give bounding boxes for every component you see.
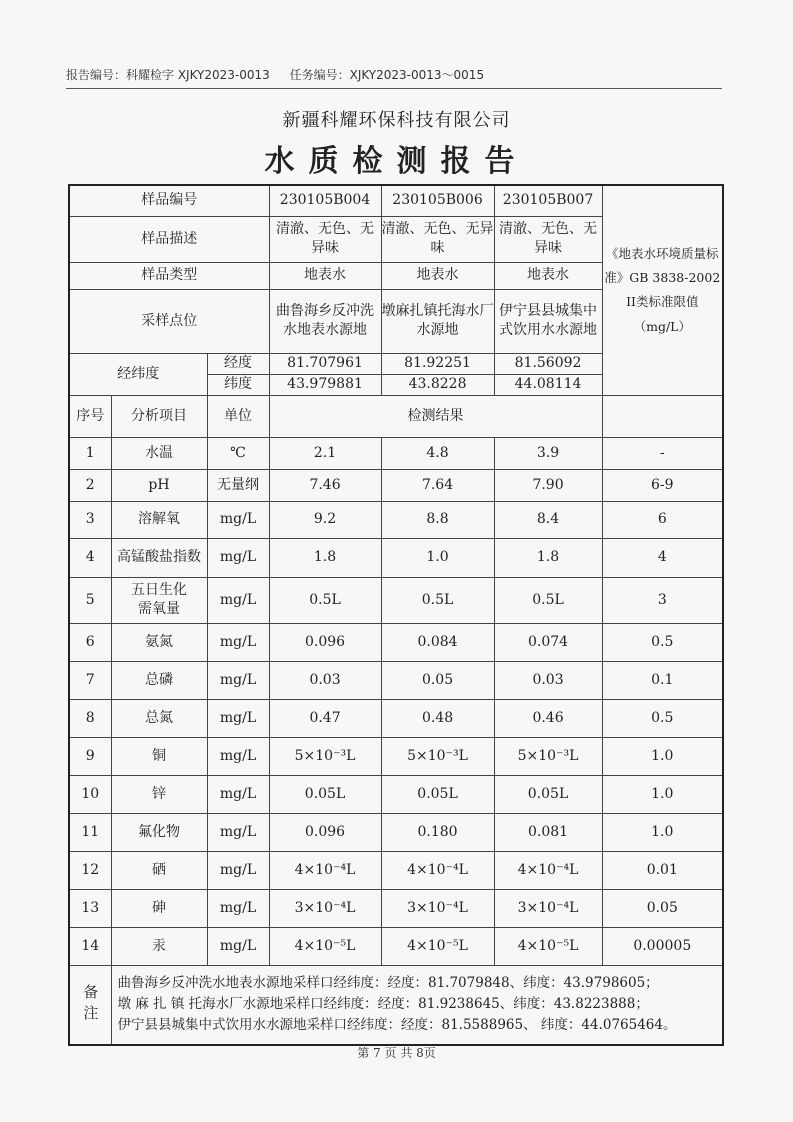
row-limit: 0.01 (602, 851, 723, 889)
row-value: 4×10⁻⁴L (381, 851, 494, 889)
remark-line: 墩 麻 扎 镇 托海水厂水源地采样口经纬度：经度：81.9238645、纬度：43.8223888； (117, 996, 649, 1013)
row-value: 5×10⁻³L (269, 737, 381, 775)
row-unit: mg/L (207, 737, 269, 775)
row-limit: 0.00005 (602, 927, 723, 965)
latitude-label: 纬度 (207, 374, 269, 395)
row-seq: 14 (69, 927, 111, 965)
table-row (69, 661, 723, 699)
remark-line: 曲鲁海乡反冲洗水地表水源地采样口经纬度：经度：81.7079848、纬度：43.9798605； (117, 975, 659, 992)
row-item: 砷 (111, 889, 207, 927)
page-number: 第 7 页 共 8页 (357, 1046, 436, 1060)
row-value: 5×10⁻³L (494, 737, 602, 775)
row-item: 氨氮 (111, 623, 207, 661)
row-value: 4×10⁻⁵L (494, 927, 602, 965)
row-seq: 10 (69, 775, 111, 813)
row-seq: 4 (69, 538, 111, 577)
row-seq: 12 (69, 851, 111, 889)
water-quality-table (68, 184, 724, 1046)
row-unit: mg/L (207, 661, 269, 699)
row-limit: 0.5 (602, 623, 723, 661)
row-limit: 6 (602, 501, 723, 538)
unit-header: 单位 (207, 395, 269, 437)
result-header: 检测结果 (269, 395, 602, 437)
task-number: 任务编号：XJKY2023-0013～0015 (289, 68, 485, 82)
page-title: 水质检测报告 (264, 144, 529, 179)
report-number: 报告编号：科耀检字 XJKY2023-0013 (66, 68, 270, 82)
row-item: 高锰酸盐指数 (111, 538, 207, 577)
sample-description: 清澈、无色、无异味 (494, 216, 602, 262)
row-seq: 13 (69, 889, 111, 927)
table-row (69, 538, 723, 577)
sample-type: 地表水 (494, 262, 602, 289)
row-unit: mg/L (207, 775, 269, 813)
row-seq: 8 (69, 699, 111, 737)
row-unit: mg/L (207, 577, 269, 623)
row-value: 0.5L (381, 577, 494, 623)
row-value: 1.0 (381, 538, 494, 577)
longitude-value: 81.707961 (269, 353, 381, 374)
latitude-value: 43.8228 (381, 374, 494, 395)
row-value: 0.5L (494, 577, 602, 623)
row-seq: 7 (69, 661, 111, 699)
row-limit: 1.0 (602, 775, 723, 813)
lat-lon-label: 经纬度 (69, 353, 207, 395)
row-limit: 0.05 (602, 889, 723, 927)
table-row (69, 699, 723, 737)
row-seq: 9 (69, 737, 111, 775)
report-header (66, 66, 500, 83)
row-value: 8.4 (494, 501, 602, 538)
row-value: 0.03 (269, 661, 381, 699)
row-value: 3×10⁻⁴L (381, 889, 494, 927)
row-value: 2.1 (269, 437, 381, 469)
longitude-value: 81.56092 (494, 353, 602, 374)
item-header: 分析项目 (111, 395, 207, 437)
header-divider (66, 88, 722, 89)
sampling-site: 伊宁县县城集中式饮用水水源地 (494, 289, 602, 353)
row-seq: 11 (69, 813, 111, 851)
row-value: 7.46 (269, 469, 381, 501)
sample-number: 230105B007 (494, 185, 602, 216)
row-value: 1.8 (269, 538, 381, 577)
row-limit: 1.0 (602, 737, 723, 775)
row-unit: mg/L (207, 501, 269, 538)
row-item: 硒 (111, 851, 207, 889)
row-unit: mg/L (207, 699, 269, 737)
row-value: 5×10⁻³L (381, 737, 494, 775)
row-item: 铜 (111, 737, 207, 775)
row-item: 锌 (111, 775, 207, 813)
row-value: 0.47 (269, 699, 381, 737)
row-limit: 6-9 (602, 469, 723, 501)
row-seq: 1 (69, 437, 111, 469)
row-value: 0.084 (381, 623, 494, 661)
table-row (69, 437, 723, 469)
table-row (69, 623, 723, 661)
row-value: 0.074 (494, 623, 602, 661)
table-row (69, 927, 723, 965)
row-value: 0.03 (494, 661, 602, 699)
table-row (69, 469, 723, 501)
row-value: 4×10⁻⁵L (381, 927, 494, 965)
limit-header-cell (602, 395, 723, 437)
row-limit: 1.0 (602, 813, 723, 851)
row-item: 氟化物 (111, 813, 207, 851)
longitude-label: 经度 (207, 353, 269, 374)
standard-limit-header: 《地表水环境质量标准》GB 3838-2002 II类标准限值（mg/L） (602, 185, 723, 395)
row-unit: mg/L (207, 889, 269, 927)
row-value: 4.8 (381, 437, 494, 469)
row-seq: 5 (69, 577, 111, 623)
row-value: 0.081 (494, 813, 602, 851)
sample-description-label: 样品描述 (69, 216, 269, 262)
row-value: 4×10⁻⁵L (269, 927, 381, 965)
longitude-value: 81.92251 (381, 353, 494, 374)
row-value: 4×10⁻⁴L (269, 851, 381, 889)
table-row (69, 577, 723, 623)
row-value: 4×10⁻⁴L (494, 851, 602, 889)
sample-type: 地表水 (381, 262, 494, 289)
sample-description: 清澈、无色、无异味 (269, 216, 381, 262)
row-seq: 3 (69, 501, 111, 538)
row-value: 0.05L (381, 775, 494, 813)
row-unit: mg/L (207, 813, 269, 851)
row-limit: 0.5 (602, 699, 723, 737)
row-value: 0.096 (269, 623, 381, 661)
row-value: 7.90 (494, 469, 602, 501)
row-value: 1.8 (494, 538, 602, 577)
sampling-site-label: 采样点位 (69, 289, 269, 353)
sample-type-label: 样品类型 (69, 262, 269, 289)
row-unit: ℃ (207, 437, 269, 469)
sample-number-row (69, 185, 723, 216)
row-unit: mg/L (207, 538, 269, 577)
sample-description: 清澈、无色、无异味 (381, 216, 494, 262)
row-value: 0.05L (494, 775, 602, 813)
row-item: 五日生化需氧量 (111, 577, 207, 623)
row-item: 水温 (111, 437, 207, 469)
row-value: 0.05L (269, 775, 381, 813)
table-row (69, 737, 723, 775)
row-value: 0.096 (269, 813, 381, 851)
row-limit: 3 (602, 577, 723, 623)
row-value: 0.46 (494, 699, 602, 737)
row-value: 0.5L (269, 577, 381, 623)
latitude-value: 44.08114 (494, 374, 602, 395)
row-item: 溶解氧 (111, 501, 207, 538)
row-unit: mg/L (207, 851, 269, 889)
row-value: 8.8 (381, 501, 494, 538)
table-row (69, 775, 723, 813)
row-value: 3.9 (494, 437, 602, 469)
company-name: 新疆科耀环保科技有限公司 (282, 110, 511, 131)
sampling-site: 墩麻扎镇托海水厂水源地 (381, 289, 494, 353)
row-item: 总氮 (111, 699, 207, 737)
row-value: 7.64 (381, 469, 494, 501)
row-value: 0.180 (381, 813, 494, 851)
sample-type: 地表水 (269, 262, 381, 289)
sample-number: 230105B006 (381, 185, 494, 216)
row-item: 总磷 (111, 661, 207, 699)
row-value: 0.48 (381, 699, 494, 737)
sample-number-label: 样品编号 (69, 185, 269, 216)
sampling-site: 曲鲁海乡反冲洗水地表水源地 (269, 289, 381, 353)
row-item: 汞 (111, 927, 207, 965)
row-seq: 2 (69, 469, 111, 501)
table-row (69, 501, 723, 538)
row-limit: 4 (602, 538, 723, 577)
remarks-row (69, 965, 723, 1045)
row-limit: 0.1 (602, 661, 723, 699)
remarks-label: 备注 (69, 965, 111, 1045)
row-value: 9.2 (269, 501, 381, 538)
table-row (69, 813, 723, 851)
table-row (69, 889, 723, 927)
row-value: 0.05 (381, 661, 494, 699)
remarks-content (111, 965, 723, 1045)
row-unit: mg/L (207, 623, 269, 661)
row-unit: mg/L (207, 927, 269, 965)
remark-line: 伊宁县县城集中式饮用水水源地采样口经纬度：经度：81.5588965、 纬度：44.0765464。 (117, 1017, 677, 1034)
column-header-row (69, 395, 723, 437)
row-item: pH (111, 469, 207, 501)
row-seq: 6 (69, 623, 111, 661)
table-row (69, 851, 723, 889)
latitude-value: 43.979881 (269, 374, 381, 395)
seq-header: 序号 (69, 395, 111, 437)
row-unit: 无量纲 (207, 469, 269, 501)
sample-number: 230105B004 (269, 185, 381, 216)
row-value: 3×10⁻⁴L (269, 889, 381, 927)
row-value: 3×10⁻⁴L (494, 889, 602, 927)
row-limit: - (602, 437, 723, 469)
